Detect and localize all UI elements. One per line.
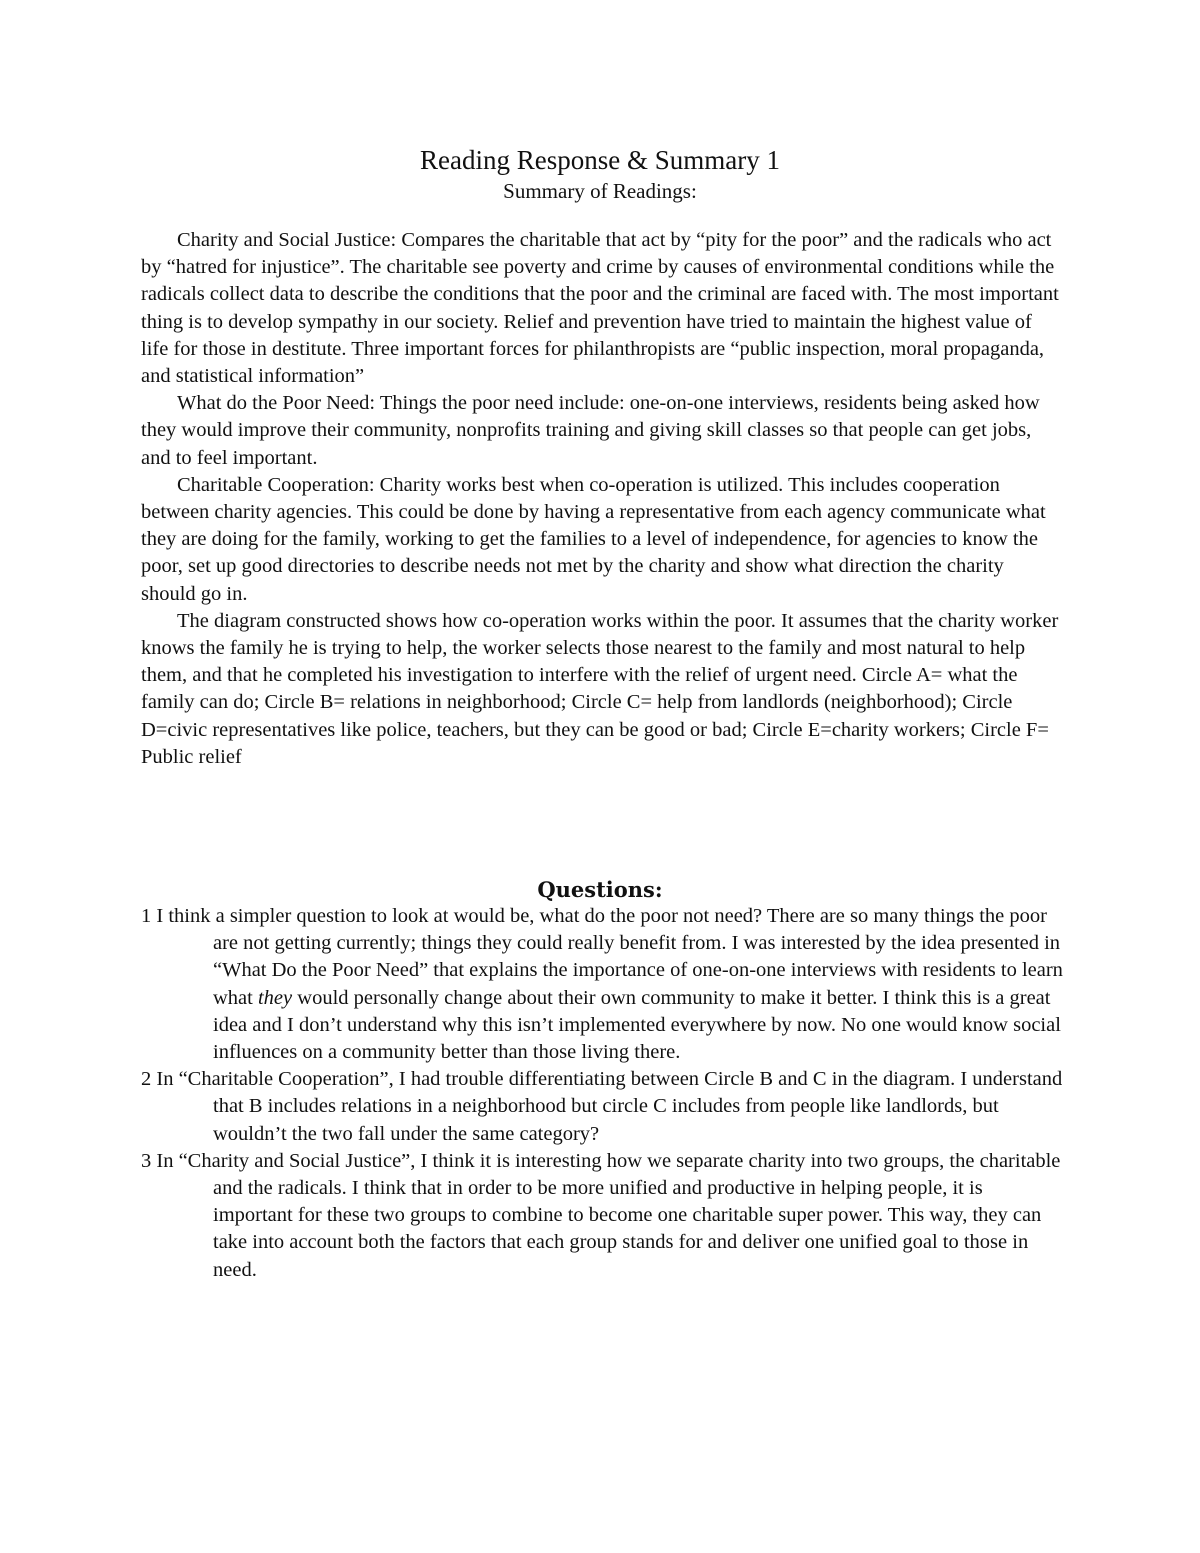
question-text: In “Charitable Cooperation”, I had trouble differentiating between Circle B and C in the diagram. I understand that B includes relations in a neighborhood but circle C includes from people like landlords, but wouldn’t the two fall under the same category? [156,1068,1063,1145]
summary-paragraph-charity-social-justice: Charity and Social Justice: Compares the charitable that act by “pity for the poor” and the radicals who act by “hatred for injustice”. The charitable see poverty and crime by causes of environmental conditions while the radicals collect data to describe the conditions that the poor and the criminal are faced with. The most important thing is to develop sympathy in our society. Relief and prevention have tried to maintain the highest value of life for those in destitute. Three important forces for philanthropists are “public inspection, moral propaganda, and statistical information” [141,229,1059,388]
questions-heading: Questions: [537,877,663,902]
question-item [141,1148,1066,1284]
question-item [141,903,1066,1066]
summary-section [141,227,1061,771]
document-subtitle: Summary of Readings: [503,179,697,203]
question-text-continued: would personally change about their own community to make it better. I think this is a great idea and I don’t understand why this isn’t implemented everywhere by now. No one would know social influences on a community better than those living there. [213,986,1061,1064]
question-number: 1 [141,905,152,927]
question-number: 3 [141,1149,152,1172]
summary-paragraph-charitable-cooperation: Charitable Cooperation: Charity works best when co-operation is utilized. This includes cooperation between charity agencies. This could be done by having a representative from each agency communicate what they are doing for the family, working to get the families to a level of independence, for agencies to know the poor, set up good directories to describe needs not met by the charity and show what direction the charity should go in. [141,473,1046,605]
question-text: In “Charity and Social Justice”, I think it is interesting how we separate charity into two groups, the charitable and the radicals. I think that in order to be more unified and productive in helping people, it is important for these two groups to combine to become one charitable super power. This way, they can take into account both the factors that each group stands for and deliver one unified goal to those in need. [156,1149,1061,1281]
question-emphasis: they [257,986,293,1009]
document-title: Reading Response & Summary 1 [420,145,780,175]
question-item [141,1066,1066,1148]
summary-paragraph-what-do-poor-need: What do the Poor Need: Things the poor need include: one-on-one interviews, residents being asked how they would improve their community, nonprofits training and giving skill classes so that people can get jobs, and to feel important. [141,392,1040,469]
summary-paragraph-diagram: The diagram constructed shows how co-operation works within the poor. It assumes that the charity worker knows the family he is trying to help, the worker selects those nearest to the family and most natural to help them, and that he completed his investigation to interfere with the relief of urgent need. Circle A= what the family can do; Circle B= relations in neighborhood; Circle C= help from landlords (neighborhood); Circle D=civic representatives like police, teachers, but they can be good or bad; Circle E=charity workers; Circle F= Public relief [141,609,1059,768]
question-text: I think a simpler question to look at would be, what do the poor not need? There are so many things the poor are not getting currently; things they could really benefit from. I was interested by the idea presented in “What Do the Poor Need” that explains the importance of one-on-one interviews with residents to learn what [156,905,1063,1009]
questions-list [141,903,1066,1284]
question-number: 2 [141,1068,152,1091]
